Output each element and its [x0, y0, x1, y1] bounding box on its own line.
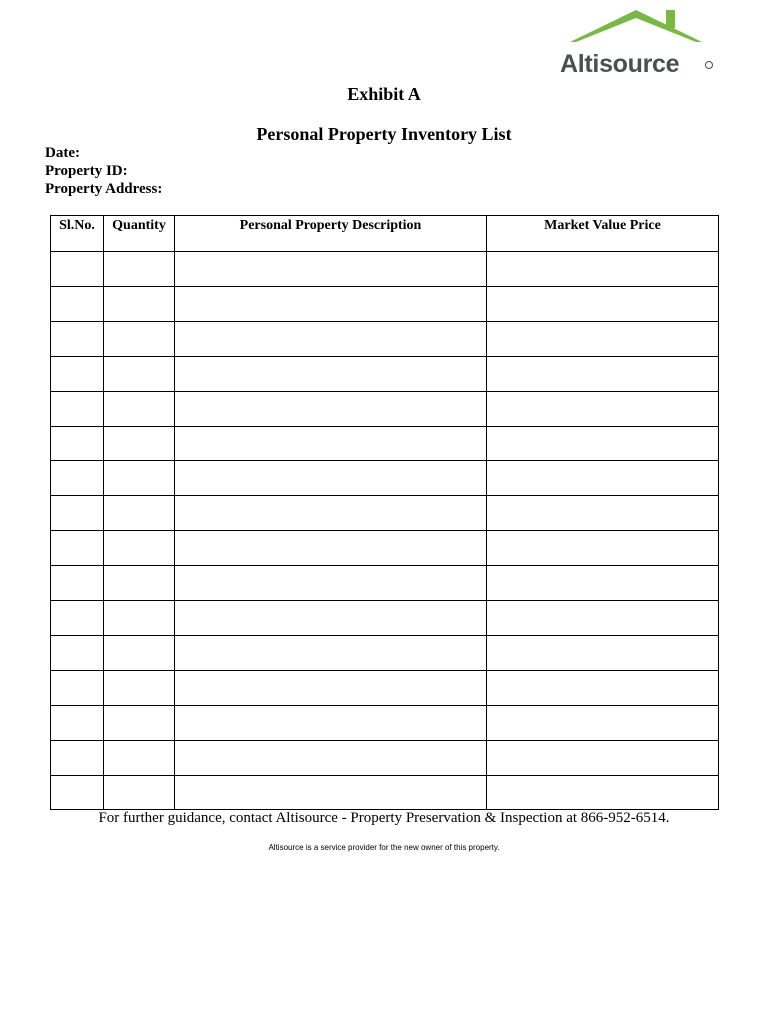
table-cell: [175, 357, 486, 390]
table-cell: [104, 531, 174, 564]
table-cell: [487, 531, 718, 564]
table-cell: [51, 776, 103, 809]
table-cell: [487, 741, 718, 774]
table-cell: [175, 776, 486, 809]
table-row-divider: [50, 565, 719, 566]
house-roof-icon: [568, 8, 708, 48]
table-cell: [175, 496, 486, 529]
table-cell: [487, 706, 718, 739]
table-row-divider: [50, 391, 719, 392]
table-cell: [104, 461, 174, 494]
table-cell: [51, 601, 103, 634]
table-row-divider: [50, 635, 719, 636]
registered-mark-icon: [705, 61, 713, 69]
table-cell: [487, 392, 718, 425]
column-header: Quantity: [112, 218, 166, 233]
table-row-divider: [50, 286, 719, 287]
table-cell: [104, 252, 174, 285]
table-cell: [104, 706, 174, 739]
guidance-text: For further guidance, contact Altisource - Property Preservation & Inspection at 866-952-6514.: [98, 810, 670, 826]
table-row-divider: [50, 740, 719, 741]
table-cell: [175, 601, 486, 634]
property-address-label: Property Address:: [45, 181, 163, 197]
table-cell: [175, 322, 486, 355]
table-cell: [487, 776, 718, 809]
table-cell: [104, 741, 174, 774]
table-cell: [51, 357, 103, 390]
document-title: Personal Property Inventory List: [256, 124, 512, 144]
table-cell: [51, 636, 103, 669]
table-cell: [175, 636, 486, 669]
table-row-divider: [50, 705, 719, 706]
column-header: Personal Property Description: [239, 218, 422, 233]
table-row-divider: [50, 775, 719, 776]
table-cell: [104, 392, 174, 425]
table-cell: [104, 287, 174, 320]
column-header: Market Value Price: [544, 218, 661, 233]
table-cell: [175, 566, 486, 599]
table-row-divider: [50, 215, 719, 216]
table-cell: [51, 427, 103, 460]
column-header: Sl.No.: [59, 218, 95, 233]
table-cell: [175, 671, 486, 704]
table-cell: [487, 427, 718, 460]
table-cell: [487, 461, 718, 494]
table-cell: [487, 671, 718, 704]
table-column-divider: [103, 215, 104, 810]
table-cell: [175, 706, 486, 739]
table-cell: [51, 287, 103, 320]
table-cell: [104, 322, 174, 355]
property-id-label: Property ID:: [45, 163, 128, 179]
table-column-divider: [50, 215, 51, 810]
provider-note: Altisource is a service provider for the new owner of this property.: [268, 843, 500, 852]
table-cell: [175, 392, 486, 425]
table-cell: [104, 357, 174, 390]
table-cell: [175, 427, 486, 460]
table-cell: [487, 566, 718, 599]
inventory-table: [50, 215, 719, 810]
table-cell: [51, 496, 103, 529]
table-cell: [104, 496, 174, 529]
table-cell: [487, 496, 718, 529]
table-cell: [487, 287, 718, 320]
table-cell: [487, 252, 718, 285]
table-cell: [104, 636, 174, 669]
table-cell: [175, 741, 486, 774]
table-column-divider: [174, 215, 175, 810]
table-cell: [175, 287, 486, 320]
table-cell: [104, 427, 174, 460]
table-cell: [51, 322, 103, 355]
table-cell: [51, 671, 103, 704]
logo-wordmark: Altisource: [560, 50, 680, 78]
table-cell: [487, 357, 718, 390]
table-cell: [487, 322, 718, 355]
table-row-divider: [50, 356, 719, 357]
table-cell: [51, 531, 103, 564]
table-row-divider: [50, 321, 719, 322]
table-row-divider: [50, 251, 719, 252]
table-cell: [175, 531, 486, 564]
table-row-divider: [50, 530, 719, 531]
table-cell: [104, 601, 174, 634]
table-column-divider: [486, 215, 487, 810]
table-cell: [51, 706, 103, 739]
table-row-divider: [50, 600, 719, 601]
table-cell: [51, 461, 103, 494]
table-cell: [51, 392, 103, 425]
table-cell: [51, 252, 103, 285]
table-cell: [487, 601, 718, 634]
table-row-divider: [50, 670, 719, 671]
table-cell: [104, 566, 174, 599]
table-cell: [487, 636, 718, 669]
table-cell: [104, 776, 174, 809]
table-column-divider: [718, 215, 719, 810]
exhibit-title: Exhibit A: [347, 84, 421, 104]
table-row-divider: [50, 495, 719, 496]
table-cell: [175, 461, 486, 494]
table-row-divider: [50, 460, 719, 461]
table-cell: [51, 741, 103, 774]
table-cell: [104, 671, 174, 704]
table-cell: [175, 252, 486, 285]
altisource-logo: [558, 8, 718, 80]
table-cell: [51, 566, 103, 599]
date-label: Date:: [45, 145, 80, 161]
table-row-divider: [50, 426, 719, 427]
